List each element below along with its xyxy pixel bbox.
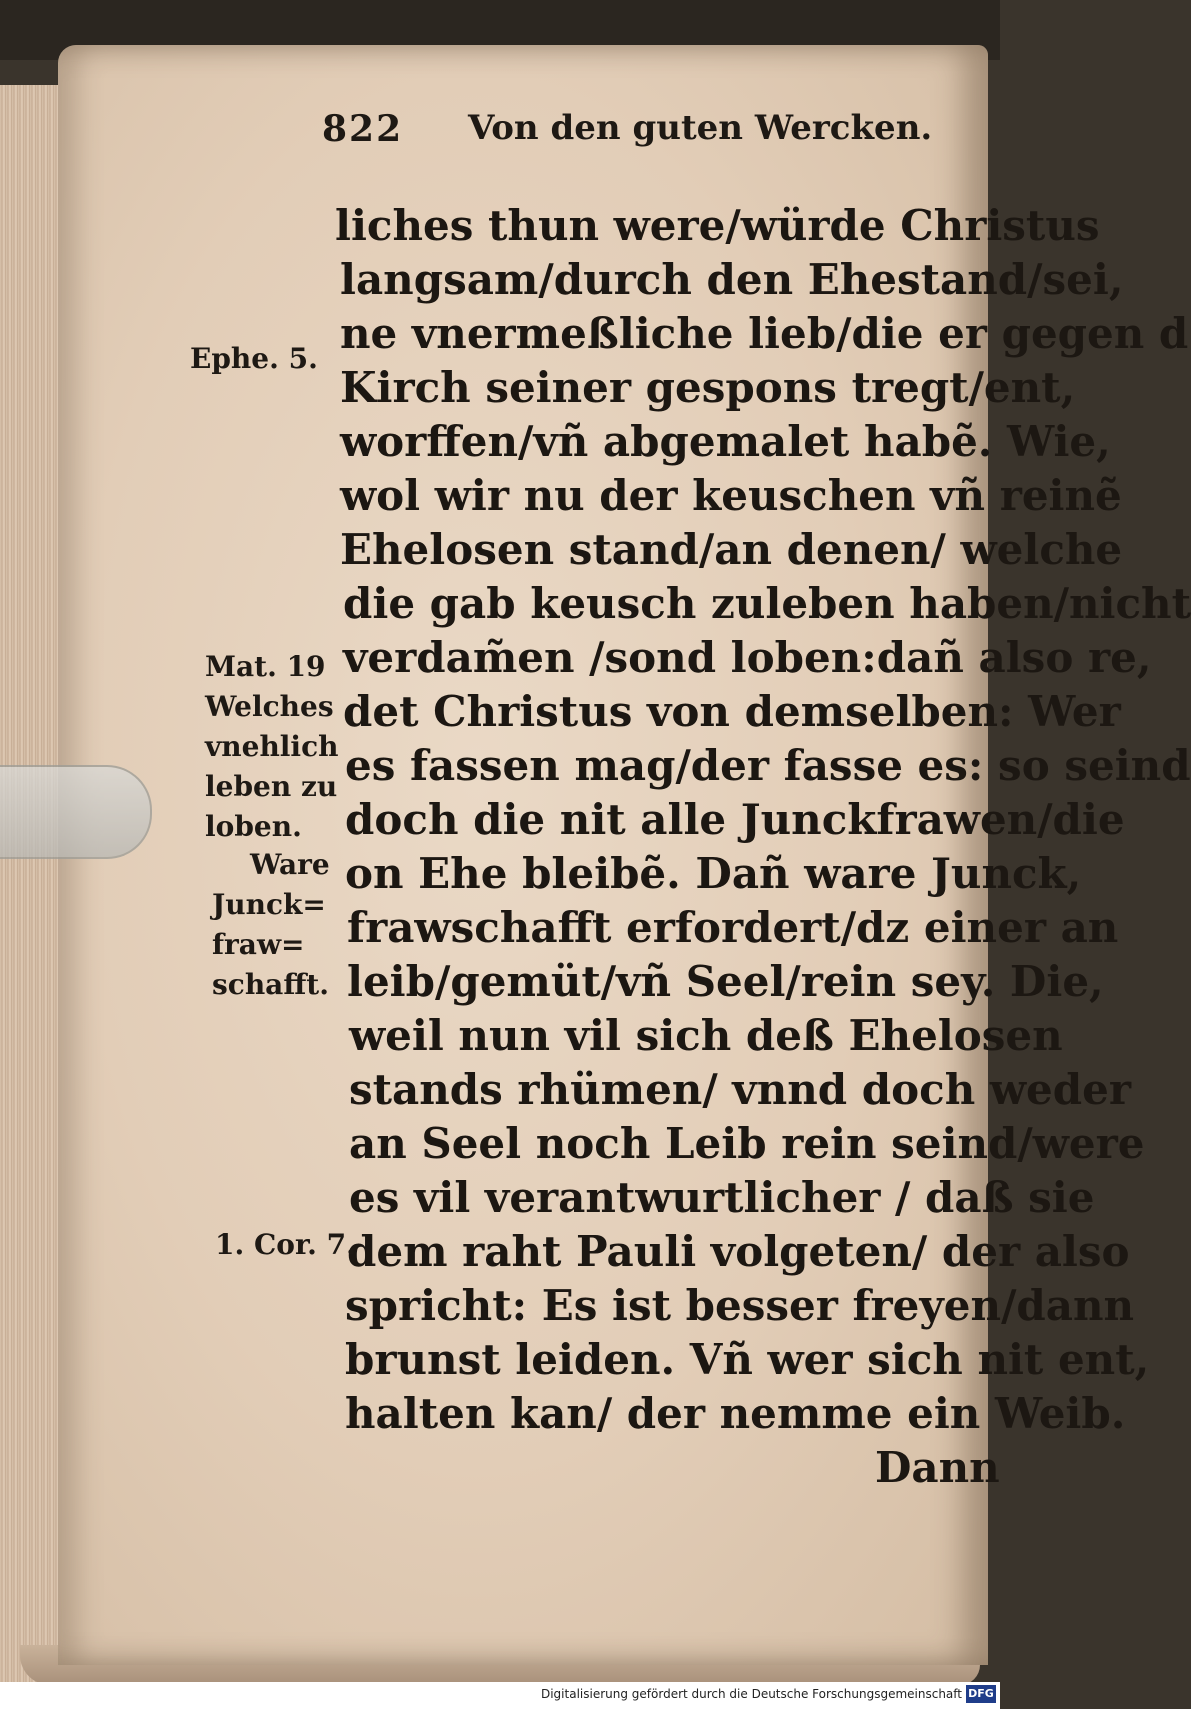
margin-note-mat: vnehlich xyxy=(205,730,339,763)
margin-note-ware: Junck= xyxy=(212,888,326,921)
margin-note-mat: loben. xyxy=(205,810,302,843)
margin-note-ware: schafft. xyxy=(212,968,329,1001)
text-line: Ehelosen stand/an denen/ welche xyxy=(340,525,1123,574)
page-number: 822 xyxy=(322,108,404,150)
text-line: det Christus von demselben: Wer xyxy=(343,687,1121,736)
footer-bar xyxy=(0,1682,1000,1709)
text-line: dem raht Pauli volgeten/ der also xyxy=(347,1227,1130,1276)
text-line: spricht: Es ist besser freyen/dann xyxy=(345,1281,1135,1330)
text-line: on Ehe bleibẽ. Dañ ware Junck, xyxy=(345,849,1082,898)
footer-credit: Digitalisierung gefördert durch die Deutsche Forschungsgemeinschaft xyxy=(540,1687,962,1701)
margin-note-ware: Ware xyxy=(250,848,330,881)
text-line: es fassen mag/der fasse es: so seind xyxy=(345,741,1191,790)
text-line: die gab keusch zuleben haben/nicht xyxy=(343,579,1191,628)
text-line: an Seel noch Leib rein seind/were xyxy=(349,1119,1145,1168)
margin-note-mat: Mat. 19 xyxy=(205,650,326,683)
bookmark-tab xyxy=(0,765,152,859)
margin-note-ephe: Ephe. 5. xyxy=(190,342,318,375)
text-line: verdam̃en /sond loben:dañ also re, xyxy=(343,633,1152,682)
margin-note-mat: Welches xyxy=(205,690,334,723)
text-line: es vil verantwurtlicher / daß sie xyxy=(349,1173,1095,1222)
text-line: stands rhümen/ vnnd doch weder xyxy=(349,1065,1131,1114)
text-line: doch die nit alle Junckfrawen/die xyxy=(345,795,1125,844)
text-line: langsam/durch den Ehestand/sei, xyxy=(340,255,1124,304)
text-line: liches thun were/würde Christus xyxy=(335,201,1100,250)
running-head xyxy=(0,108,1000,168)
text-line: worffen/vñ abgemalet habẽ. Wie, xyxy=(340,417,1111,466)
text-line: Kirch seiner gespons tregt/ent, xyxy=(340,363,1076,412)
dfg-logo: DFG xyxy=(966,1685,996,1703)
text-line: ne vnermeßliche lieb/die er gegen d xyxy=(340,309,1189,358)
text-line: wol wir nu der keuschen vñ reinẽ xyxy=(340,471,1122,520)
text-line: frawschafft erfordert/dz einer an xyxy=(347,903,1119,952)
text-line: brunst leiden. Vñ wer sich nit ent, xyxy=(345,1335,1150,1384)
margin-note-cor: 1. Cor. 7. xyxy=(215,1228,356,1261)
margin-note-ware: fraw= xyxy=(212,928,305,961)
text-line: leib/gemüt/vñ Seel/rein sey. Die, xyxy=(347,957,1104,1006)
margin-note-mat: leben zu xyxy=(205,770,338,803)
text-line: halten kan/ der nemme ein Weib. xyxy=(345,1389,1126,1438)
text-line: weil nun vil sich deß Ehelosen xyxy=(349,1011,1063,1060)
catchword: Dann xyxy=(875,1443,1000,1492)
running-title: Von den guten Wercken. xyxy=(468,108,933,148)
